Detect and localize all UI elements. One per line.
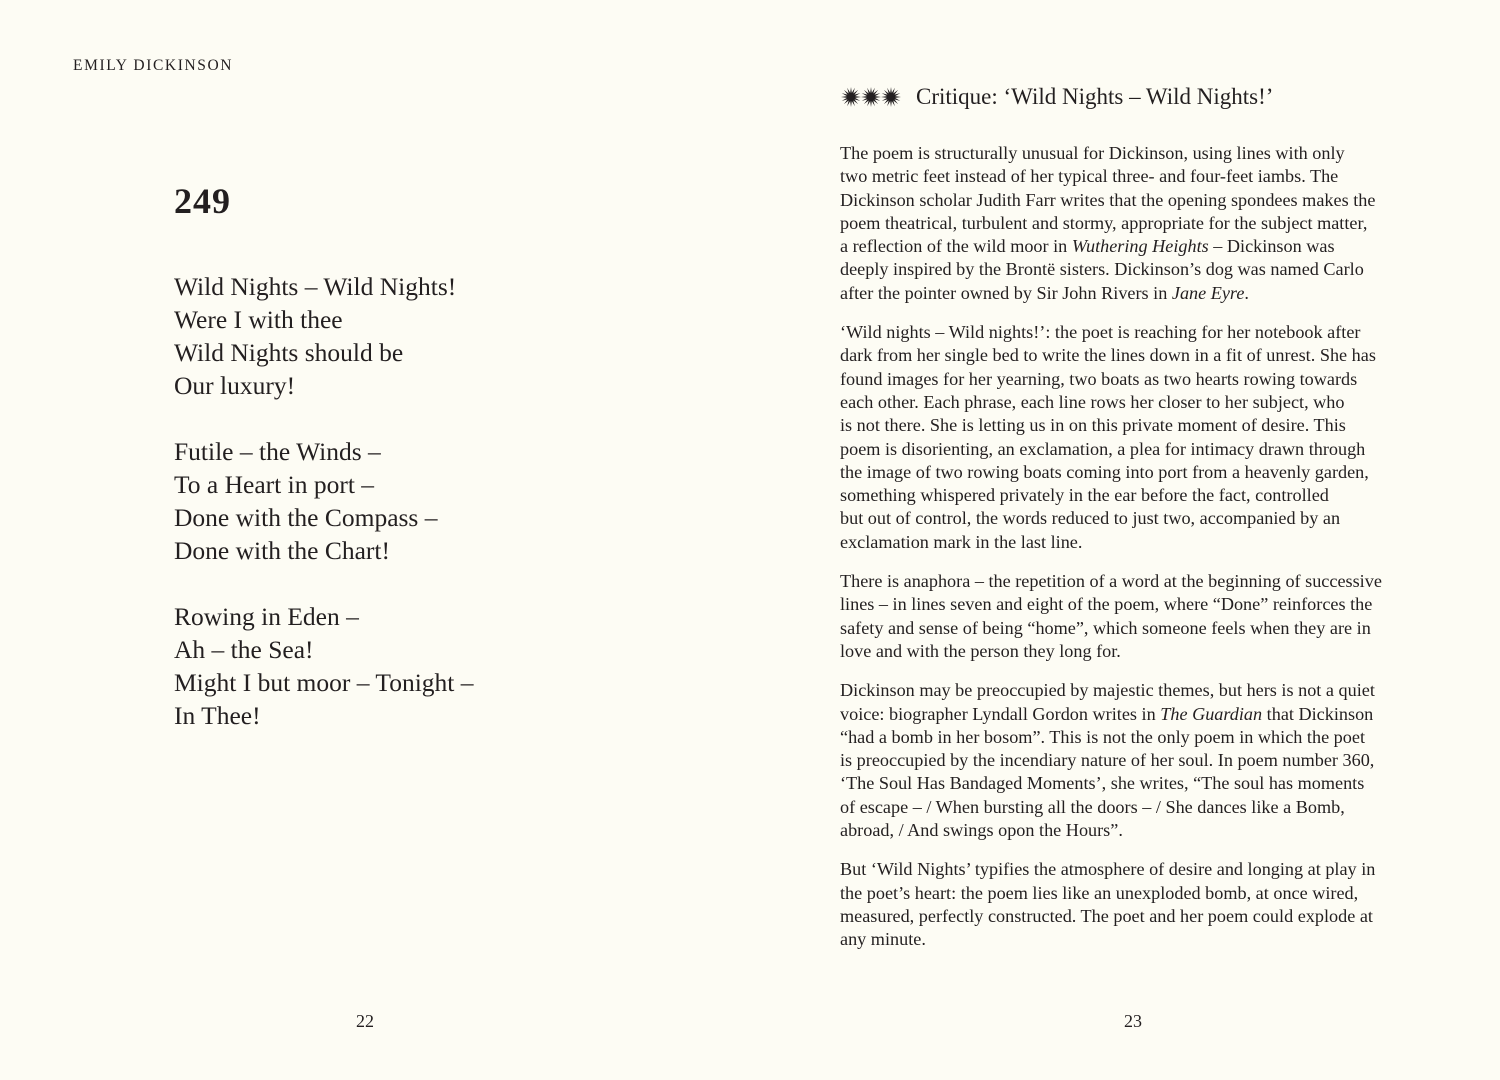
text-run: poem theatrical, turbulent and stormy, appropriate for the subject matter, [840,212,1368,233]
text-run: is not there. She is letting us in on this private moment of desire. This [840,415,1346,436]
text-run: abroad, / And swings opon the Hours”. [840,820,1123,841]
text-line [840,796,1440,819]
text-line [840,772,1440,795]
poem-line: In Thee! [174,701,261,730]
poem-number: 249 [174,181,231,221]
text-run: love and with the person they long for. [840,640,1121,661]
text-line [840,819,1440,842]
starburst-icon [881,87,901,107]
critique-paragraph [840,321,1440,554]
poem-line: To a Heart in port – [174,470,375,499]
text-run: each other. Each phrase, each line rows her closer to her subject, who [840,391,1345,412]
critique-paragraph [840,858,1440,951]
running-head: EMILY DICKINSON [73,57,234,74]
text-line [840,531,1440,554]
text-line [840,282,1440,305]
poem-line: Were I with thee [174,305,343,334]
page-number-right: 23 [1124,1011,1142,1031]
text-line [840,679,1440,702]
poem-stanza-3 [174,600,474,732]
italic-title: Wuthering Heights [1071,236,1209,257]
text-line [840,858,1440,881]
text-run: after the pointer owned by Sir John Rivers in [840,282,1172,303]
poem-line: Wild Nights should be [174,338,404,367]
poem-line: Might I but moor – Tonight – [174,668,474,697]
starburst-icon [861,87,881,107]
text-line [840,258,1440,281]
critique-body [840,142,1440,968]
text-line [840,749,1440,772]
poem-line: Rowing in Eden – [174,602,359,631]
text-line [840,344,1440,367]
critique-paragraph [840,570,1440,663]
text-run: measured, perfectly constructed. The poet and her poem could explode at [840,905,1373,926]
text-line [840,165,1440,188]
text-run: of escape – / When bursting all the doors – / She dances like a Bomb, [840,796,1345,817]
poem-text [174,270,474,732]
text-run: There is anaphora – the repetition of a word at the beginning of successive [840,571,1382,592]
critique-paragraph [840,142,1440,305]
critique-title: Critique: ‘Wild Nights – Wild Nights!’ [916,84,1274,109]
critique-heading [840,84,1273,110]
text-line [840,142,1440,165]
text-run: but out of control, the words reduced to just two, accompanied by an [840,508,1341,529]
page-number-left: 22 [356,1011,374,1031]
text-run: the image of two rowing boats coming into port from a heavenly garden, [840,461,1369,482]
italic-title: Jane Eyre [1171,282,1245,303]
starburst-shape [881,87,901,107]
text-run: ‘The Soul Has Bandaged Moments’, she writes, “The soul has moments [840,773,1365,794]
text-line [840,570,1440,593]
poem-stanza-1 [174,270,474,402]
text-run: safety and sense of being “home”, which someone feels when they are in [840,617,1371,638]
text-run: two metric feet instead of her typical three- and four-feet iambs. The [840,166,1339,187]
critique-paragraph [840,679,1440,842]
text-line [840,484,1440,507]
text-run: deeply inspired by the Brontë sisters. Dickinson’s dog was named Carlo [840,259,1364,280]
text-line [840,882,1440,905]
text-run: “had a bomb in her bosom”. This is not the only poem in which the poet [840,726,1365,747]
text-run: The poem is structurally unusual for Dickinson, using lines with only [840,143,1345,163]
poem-line: Ah – the Sea! [174,635,314,664]
poem-stanza-2 [174,435,474,567]
text-run: dark from her single bed to write the lines down in a fit of unrest. She has [840,345,1376,366]
text-line [840,640,1440,663]
text-line [840,905,1440,928]
text-line [840,235,1440,258]
text-line [840,212,1440,235]
text-line [840,391,1440,414]
text-line [840,507,1440,530]
text-line [840,461,1440,484]
text-run: exclamation mark in the last line. [840,531,1083,552]
text-line [840,726,1440,749]
text-run: a reflection of the wild moor in [840,236,1072,257]
poem-line: Done with the Chart! [174,536,390,565]
text-line [840,368,1440,391]
starburst-ornament-icon [840,86,902,108]
starburst-shape [841,87,861,107]
text-run: found images for her yearning, two boats as two hearts rowing towards [840,368,1358,389]
text-run: ‘Wild nights – Wild nights!’: the poet is reaching for her notebook after [840,322,1361,343]
poem-line: Futile – the Winds – [174,437,381,466]
starburst-shape [861,87,881,107]
starburst-icon [841,87,861,107]
text-run: Dickinson may be preoccupied by majestic themes, but hers is not a quiet [840,680,1375,701]
text-run: any minute. [840,929,926,950]
text-run: is preoccupied by the incendiary nature of her soul. In poem number 360, [840,750,1375,771]
text-run: poem is disorienting, an exclamation, a plea for intimacy drawn through [840,438,1366,459]
poem-line: Wild Nights – Wild Nights! [174,272,457,301]
poem-line: Done with the Compass – [174,503,438,532]
text-run: But ‘Wild Nights’ typifies the atmosphere of desire and longing at play in [840,859,1376,880]
text-line [840,593,1440,616]
text-run: Dickinson scholar Judith Farr writes that the opening spondees makes the [840,189,1376,210]
italic-title: The Guardian [1160,703,1263,724]
text-run: – Dickinson was [1208,236,1335,257]
text-run: lines – in lines seven and eight of the poem, where “Done” reinforces the [840,594,1373,615]
text-line [840,703,1440,726]
text-line [840,928,1440,951]
text-run: . [1244,282,1249,303]
text-line [840,414,1440,437]
text-run: voice: biographer Lyndall Gordon writes in [840,703,1161,724]
text-line [840,321,1440,344]
text-run: the poet’s heart: the poem lies like an unexploded bomb, at once wired, [840,882,1359,903]
text-line [840,438,1440,461]
text-line [840,189,1440,212]
text-run: that Dickinson [1262,703,1374,724]
poem-line: Our luxury! [174,371,296,400]
text-line [840,617,1440,640]
text-run: something whispered privately in the ear before the fact, controlled [840,485,1329,506]
